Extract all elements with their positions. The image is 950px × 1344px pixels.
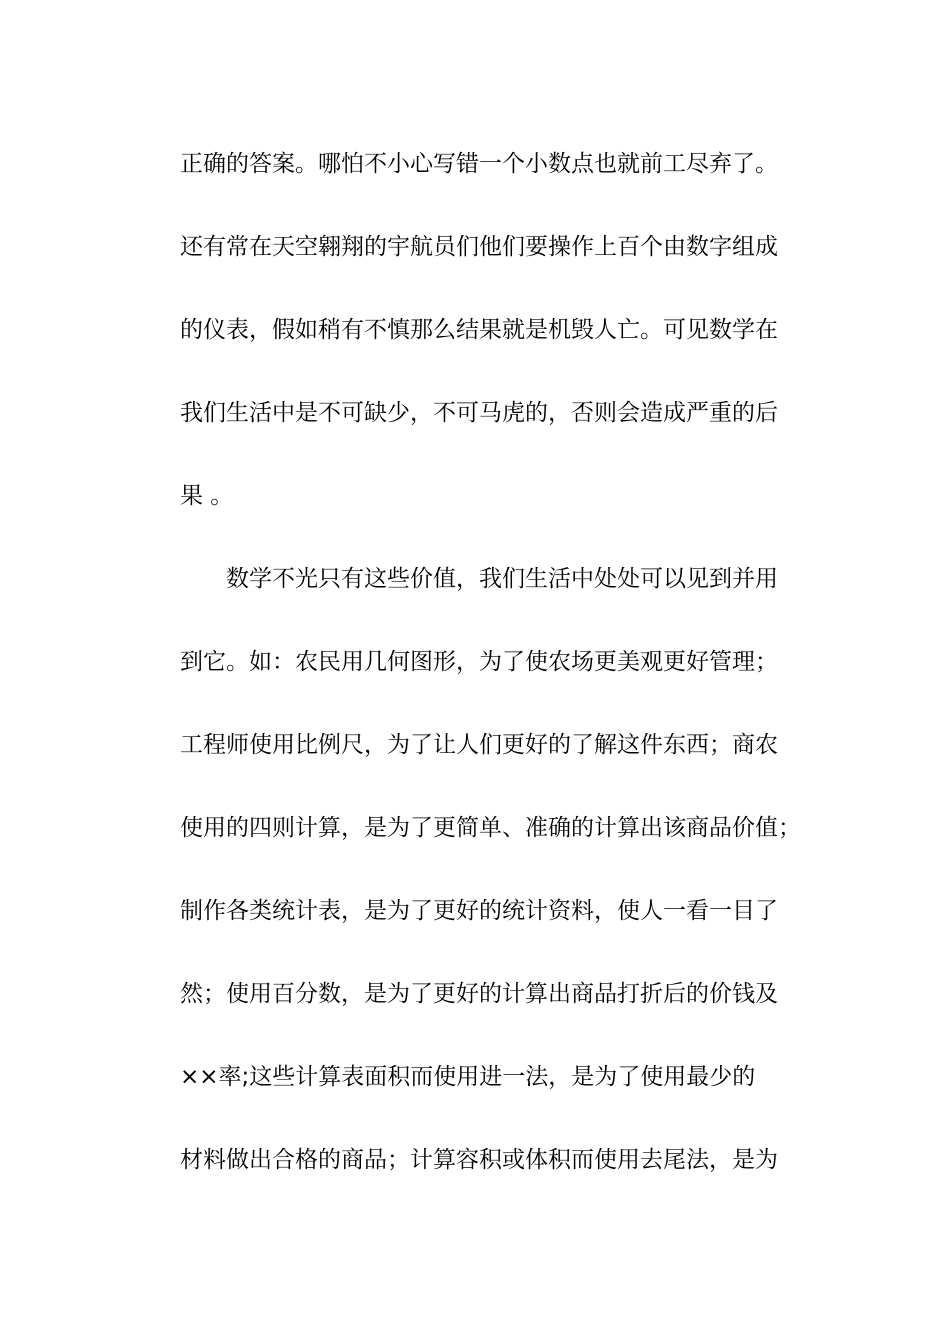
document-body: [180, 123, 830, 1202]
text-line-9: 使用的四则计算，是为了更简单、准确的计算出该商品价值；: [180, 815, 801, 841]
text-line-2: 还有常在天空翱翔的宇航员们他们要操作上百个由数字组成: [180, 234, 778, 260]
text-line-7: 到它。如：农民用几何图形，为了使农场更美观更好管理；: [180, 649, 778, 675]
text-line-11: 然；使用百分数，是为了更好的计算出商品打折后的价钱及: [180, 981, 778, 1007]
text-line-12: ××率;这些计算表面积而使用进一法，是为了使用最少的: [180, 1064, 756, 1090]
text-line-13: 材料做出合格的商品；计算容积或体积而使用去尾法，是为: [180, 1147, 778, 1173]
text-line-10: 制作各类统计表，是为了更好的统计资料，使人一看一目了: [180, 898, 778, 924]
text-line-3: 的仪表，假如稍有不慎那么结果就是机毁人亡。可见数学在: [180, 317, 778, 343]
text-line-6: 数学不光只有这些价值，我们生活中处处可以见到并用: [226, 566, 778, 592]
text-line-4: 我们生活中是不可缺少，不可马虎的，否则会造成严重的后: [180, 400, 778, 426]
text-line-1: 正确的答案。哪怕不小心写错一个小数点也就前工尽弃了。: [180, 151, 778, 177]
text-line-8: 工程师使用比例尺，为了让人们更好的了解这件东西；商农: [180, 732, 778, 758]
text-line-5: 果 。: [180, 483, 234, 509]
